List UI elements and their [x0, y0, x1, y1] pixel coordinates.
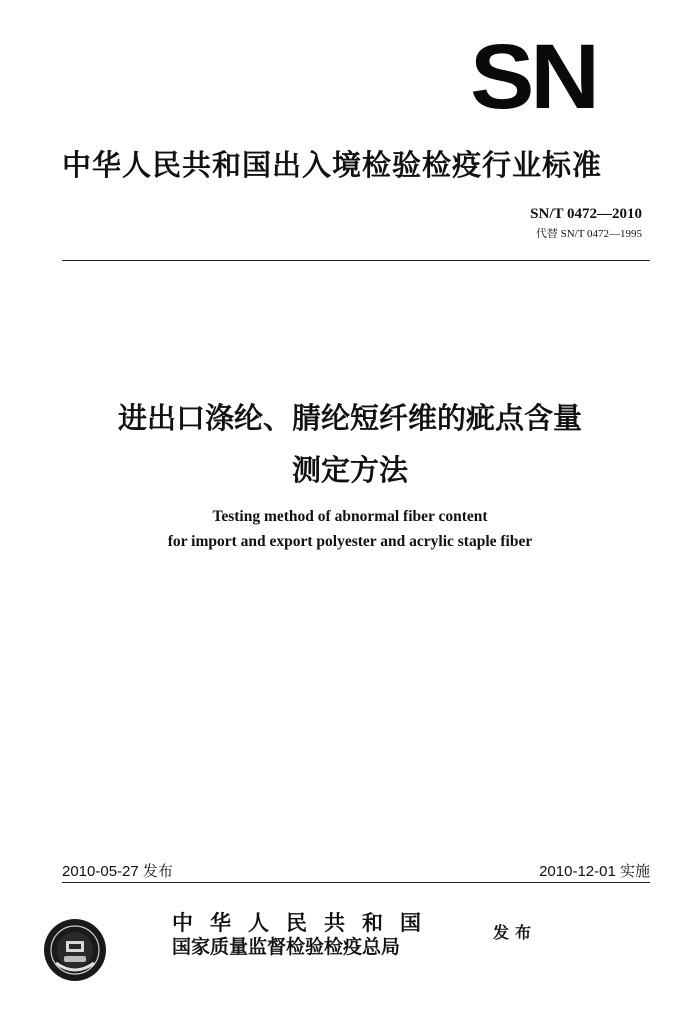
document-title-en-line1: Testing method of abnormal fiber content	[212, 508, 488, 525]
issuer-country: 中华人民共和国	[172, 910, 438, 935]
standard-code: SN/T 0472—2010	[530, 206, 642, 222]
publish-label: 发布	[493, 923, 538, 942]
replaces-standard: 代替 SN/T 0472—1995	[535, 228, 642, 240]
sn-logo: SN	[470, 26, 596, 128]
document-title-cn-line1: 进出口涤纶、腈纶短纤维的疵点含量	[117, 401, 582, 435]
issuer-agency: 国家质量监督检验检疫总局	[172, 936, 401, 958]
document-title-en-line2: for import and export polyester and acrylic staple fiber	[167, 533, 533, 550]
issuing-sector-title: 中华人民共和国出入境检验检疫行业标准	[62, 148, 603, 182]
national-emblem-seal-icon	[42, 917, 108, 983]
implementation-date: 2010-12-01 实施	[539, 863, 650, 880]
footer-divider	[62, 882, 650, 883]
issue-date: 2010-05-27 发布	[62, 863, 173, 880]
header-divider	[62, 260, 650, 261]
document-title-cn-line2: 测定方法	[291, 453, 408, 487]
